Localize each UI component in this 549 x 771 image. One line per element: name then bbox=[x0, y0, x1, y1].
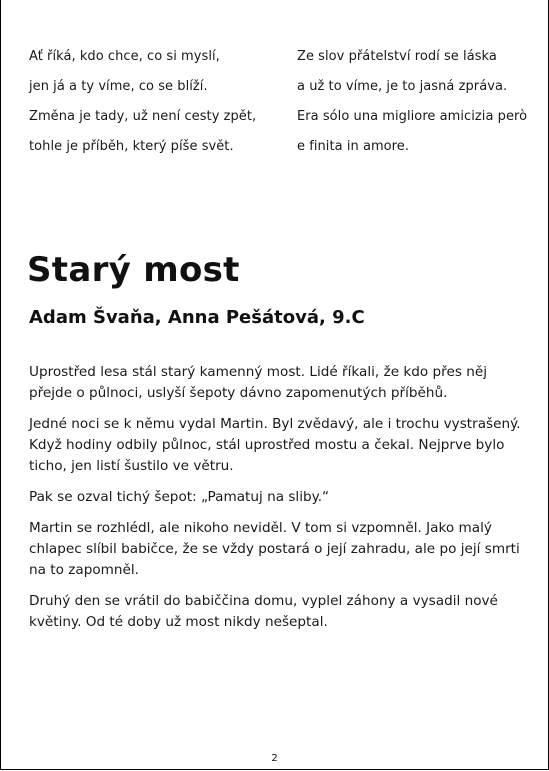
poem-line: a už to víme, je to jasná zpráva. bbox=[297, 79, 508, 94]
poem-line: Ze slov přátelství rodí se láska bbox=[297, 49, 497, 64]
article-body bbox=[29, 362, 529, 643]
poem-column-right bbox=[297, 42, 537, 162]
poem-line: tohle je příběh, který píše svět. bbox=[29, 139, 234, 154]
article-title: Starý most bbox=[27, 250, 240, 290]
story-paragraph: Jedné noci se k němu vydal Martin. Byl zvědavý, ale i trochu vystrašený. Když hodiny odbily půlnoc, stál uprostřed mostu a čekal. Nejprve bylo ticho, jen listí šustilo ve větru. bbox=[29, 416, 521, 474]
article-authors: Adam Švaňa, Anna Pešátová, 9.C bbox=[29, 307, 365, 328]
story-paragraph: Druhý den se vrátil do babiččina domu, vyplel záhony a vysadil nové květiny. Od té doby už most nikdy nešeptal. bbox=[29, 593, 498, 630]
poem-line: Era sólo una migliore amicizia però bbox=[297, 109, 528, 124]
poem-line: e finita in amore. bbox=[297, 139, 410, 154]
poem-line: jen já a ty víme, co se blíží. bbox=[29, 79, 208, 94]
story-paragraph: Martin se rozhlédl, ale nikoho neviděl. V tom si vzpomněl. Jako malý chlapec slíbil babičce, že se vždy postará o její zahradu, ale po její smrti na to zapomněl. bbox=[29, 520, 520, 578]
page-number: 2 bbox=[271, 753, 278, 764]
story-paragraph: Pak se ozval tichý šepot: „Pamatuj na sliby.“ bbox=[29, 489, 330, 505]
poem-line: Ať říká, kdo chce, co si myslí, bbox=[29, 49, 220, 64]
story-paragraph: Uprostřed lesa stál starý kamenný most. Lidé říkali, že kdo přes něj přejde o půlnoci, uslyší šepoty dávno zapomenutých příběhů. bbox=[29, 364, 487, 401]
poem-column-left bbox=[29, 42, 279, 162]
poem-line: Změna je tady, už není cesty zpět, bbox=[29, 109, 257, 124]
